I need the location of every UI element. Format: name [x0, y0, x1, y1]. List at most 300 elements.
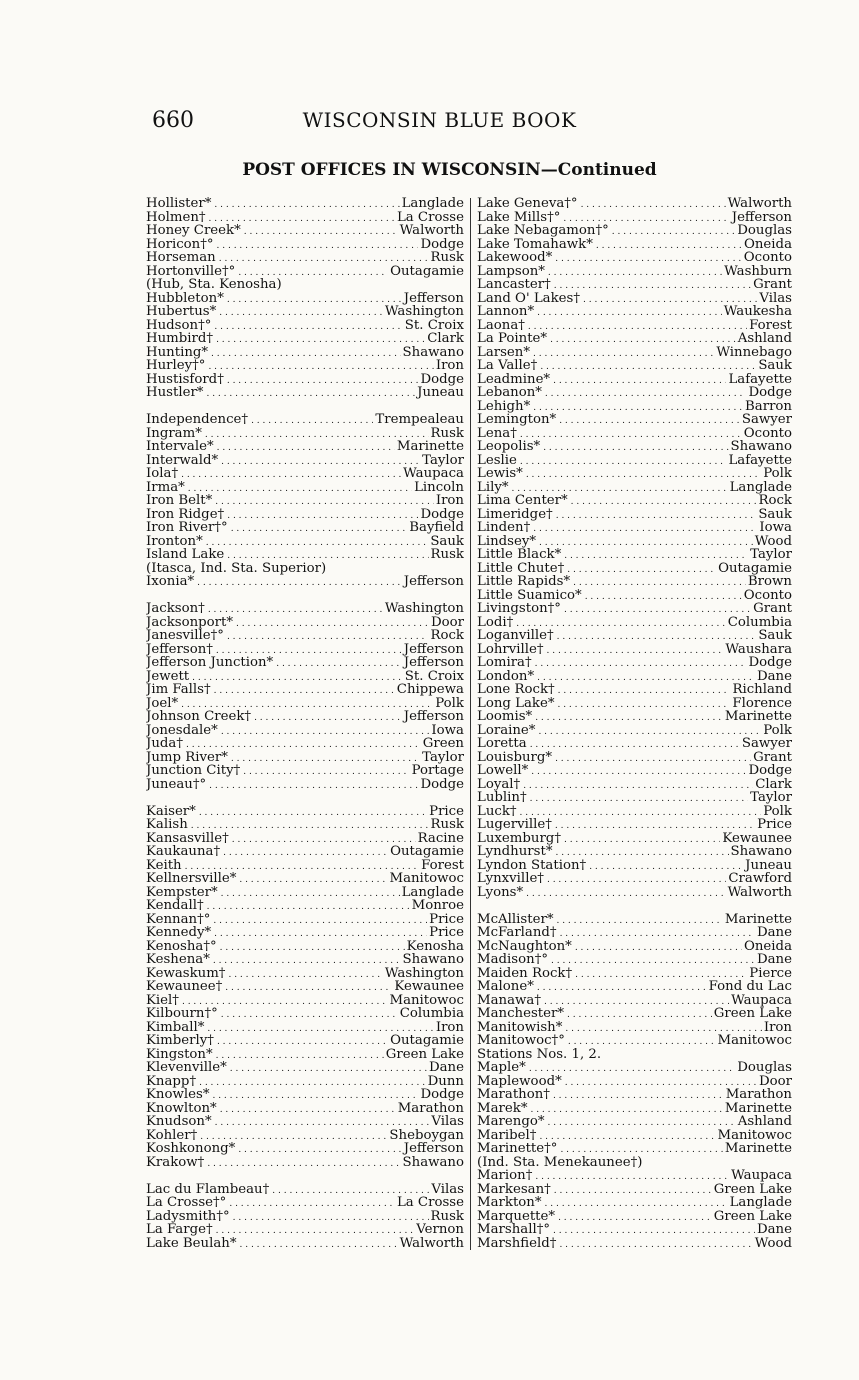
county-name: Dodge [748, 656, 792, 670]
dot-leader [209, 211, 395, 225]
post-office-entry [477, 1061, 792, 1075]
dot-leader [539, 1129, 715, 1143]
dot-leader [564, 602, 751, 616]
dot-leader [209, 778, 418, 792]
post-office-entry [477, 994, 792, 1008]
dot-leader [547, 872, 726, 886]
county-name: Forest [749, 318, 792, 332]
dot-leader [565, 1075, 757, 1089]
post-office-name: Livingston†° [477, 602, 561, 616]
post-office-entry [477, 346, 792, 360]
county-name: Marinette [724, 912, 792, 926]
post-office-entry [146, 859, 464, 873]
county-name: Iron [763, 1020, 792, 1034]
dot-leader [535, 1169, 729, 1183]
dot-leader [238, 265, 388, 279]
post-office-entry [146, 926, 464, 940]
county-name: Shawano [402, 345, 464, 359]
dot-leader [553, 1223, 755, 1237]
county-name: Marathon [397, 1101, 464, 1115]
county-name: Jefferson [731, 210, 792, 224]
dot-leader [228, 967, 382, 981]
post-office-name: Lyndhurst* [477, 845, 553, 859]
post-office-name: Kewaskum† [146, 966, 226, 980]
dot-leader [568, 1034, 716, 1048]
county-name: Marinette [724, 1101, 792, 1115]
county-name: Grant [753, 602, 792, 616]
post-office-entry [477, 737, 792, 751]
county-name: Dodge [420, 777, 464, 791]
post-office-name: Loganville† [477, 629, 554, 643]
dot-leader [206, 535, 429, 549]
post-office-name: Madison†° [477, 953, 548, 967]
county-name: Green [422, 737, 464, 751]
post-office-entry [146, 1021, 464, 1035]
post-office-entry [146, 899, 464, 913]
post-office-name: Kewaunee† [146, 980, 223, 994]
dot-leader [216, 1223, 415, 1237]
county-name: Dunn [427, 1074, 464, 1088]
post-office-entry [477, 211, 792, 225]
post-office-entry [477, 967, 792, 981]
dot-leader [550, 332, 736, 346]
post-office-name: Interwald* [146, 453, 219, 467]
post-office-name: Jackson† [146, 602, 205, 616]
county-name: Washburn [724, 264, 792, 278]
county-name: Waupaca [731, 993, 792, 1007]
post-office-name: Lehigh* [477, 399, 531, 413]
county-name: Waushara [725, 642, 792, 656]
post-office-name: Irma* [146, 480, 185, 494]
dot-leader [219, 305, 383, 319]
post-office-entry [146, 1034, 464, 1048]
post-office-entry [146, 305, 464, 319]
dot-leader [199, 805, 427, 819]
post-office-name: Lindsey* [477, 534, 537, 548]
county-name: Rock [758, 494, 792, 508]
post-office-entry [477, 575, 792, 589]
post-office-name: Hollister* [146, 197, 212, 211]
dot-leader [232, 832, 416, 846]
post-office-entry [146, 980, 464, 994]
post-office-entry [477, 845, 792, 859]
post-office-name: Marquette* [477, 1209, 556, 1223]
post-office-name: Iron River†° [146, 521, 228, 535]
dot-leader [217, 238, 419, 252]
post-office-name: Luxemburg† [477, 831, 561, 845]
dot-leader [219, 251, 429, 265]
post-office-name: Juda† [146, 737, 183, 751]
post-office-name: Loyal† [477, 777, 521, 791]
dot-leader [213, 953, 401, 967]
post-office-name: Hudson†° [146, 318, 212, 332]
dot-leader [181, 697, 433, 711]
county-name: Richland [732, 683, 792, 697]
county-name: Pierce [749, 966, 792, 980]
post-office-entry [477, 332, 792, 346]
post-office-name: Knapp† [146, 1074, 197, 1088]
post-office-entry [477, 926, 792, 940]
dot-leader [214, 683, 395, 697]
dot-leader [537, 980, 707, 994]
post-office-name: Manchester* [477, 1007, 565, 1021]
post-office-entry [477, 292, 792, 306]
post-office-name: Independence† [146, 413, 249, 427]
county-name: St. Croix [404, 669, 464, 683]
post-office-entry [146, 1223, 464, 1237]
dot-leader [223, 845, 388, 859]
dot-leader [220, 1102, 396, 1116]
post-office-entry [477, 791, 792, 805]
dot-leader [216, 332, 425, 346]
post-office-name: Junction City† [146, 764, 241, 778]
dot-leader [236, 616, 429, 630]
dot-leader [530, 737, 740, 751]
county-name: Taylor [422, 750, 464, 764]
county-name: Rusk [430, 1209, 464, 1223]
county-name: Polk [763, 804, 792, 818]
county-name: Washington [384, 602, 464, 616]
county-name: Jefferson [403, 291, 464, 305]
post-office-name: Manitowish* [477, 1020, 563, 1034]
county-name: Lincoln [414, 480, 464, 494]
post-office-name: Loraine* [477, 723, 536, 737]
post-office-entry [477, 697, 792, 711]
dot-leader [220, 940, 405, 954]
county-name: Vernon [416, 1223, 464, 1237]
dot-leader [192, 670, 403, 684]
dot-leader [181, 467, 401, 481]
county-name: Vilas [759, 291, 792, 305]
dot-leader [520, 454, 727, 468]
post-office-name: Malone* [477, 980, 534, 994]
dot-leader [554, 278, 751, 292]
dot-leader [589, 859, 743, 873]
post-office-name: London* [477, 669, 535, 683]
dot-leader [612, 224, 735, 238]
post-office-name: Kendall† [146, 899, 204, 913]
dot-leader [557, 629, 757, 643]
post-office-name: McFarland† [477, 926, 557, 940]
county-name: Jefferson [403, 642, 464, 656]
dot-leader [551, 953, 755, 967]
post-office-name: Louisburg* [477, 750, 553, 764]
post-office-name: Kohler† [146, 1128, 198, 1142]
post-office-name: Hustisford† [146, 372, 224, 386]
post-office-entry [477, 386, 792, 400]
dot-leader [533, 346, 714, 360]
post-office-name: Lake Geneva†° [477, 197, 578, 211]
county-name: Polk [435, 696, 464, 710]
dot-leader [230, 1061, 427, 1075]
post-office-name: Linden† [477, 521, 531, 535]
post-office-name: Ingram* [146, 426, 202, 440]
post-office-name: Marion† [477, 1169, 533, 1183]
dot-leader [199, 1075, 426, 1089]
post-office-entry [477, 562, 792, 576]
dot-leader [555, 845, 728, 859]
dot-leader [530, 1102, 722, 1116]
post-office-entry [477, 278, 792, 292]
post-office-name: McNaughton* [477, 939, 572, 953]
dot-leader [560, 926, 755, 940]
dot-leader [565, 1021, 761, 1035]
dot-leader [216, 1048, 384, 1062]
post-office-entry [146, 940, 464, 954]
post-office-entry [146, 1196, 464, 1210]
post-office-entry [146, 575, 464, 589]
county-name: Clark [427, 332, 464, 346]
county-name: Florence [732, 696, 792, 710]
post-office-name: Luck† [477, 804, 517, 818]
county-name: Shawano [402, 953, 464, 967]
dot-leader [540, 359, 756, 373]
county-name: Green Lake [713, 1007, 792, 1021]
post-office-name: Lake Beulah* [146, 1236, 237, 1250]
county-name: Door [758, 1074, 792, 1088]
county-name: Chippewa [396, 683, 464, 697]
dot-leader [211, 346, 400, 360]
post-office-name: La Valle† [477, 359, 538, 373]
county-name: Juneau [745, 858, 792, 872]
county-name: Washington [384, 966, 464, 980]
dot-leader [231, 751, 420, 765]
post-office-name: Lyons* [477, 885, 524, 899]
dot-leader [512, 481, 728, 495]
dot-leader [559, 1237, 752, 1251]
county-name: Marinette [396, 440, 464, 454]
county-name: Outagamie [390, 1034, 464, 1048]
county-name: Dane [428, 1061, 464, 1075]
post-office-entry [146, 467, 464, 481]
post-office-name: Lomira† [477, 656, 532, 670]
post-office-entry [477, 535, 792, 549]
county-name: Polk [763, 723, 792, 737]
post-office-entry [477, 832, 792, 846]
county-name: Polk [763, 467, 792, 481]
county-name: Dane [756, 926, 792, 940]
post-office-name: Lone Rock† [477, 683, 555, 697]
post-office-name: Little Black* [477, 548, 562, 562]
county-name: Outagamie [390, 264, 464, 278]
county-name: Langlade [401, 885, 464, 899]
post-office-name: Jonesdale* [146, 723, 218, 737]
dot-leader [276, 656, 402, 670]
post-office-name: Lynxville† [477, 872, 544, 886]
county-name: Taylor [422, 453, 464, 467]
dot-leader [208, 359, 433, 373]
post-office-name: Land O' Lakes† [477, 291, 580, 305]
county-name: Sauk [430, 534, 464, 548]
post-office-name: Knudson* [146, 1115, 212, 1129]
post-office-entry [477, 643, 792, 657]
county-name: Manitowoc [717, 1128, 792, 1142]
dot-leader [526, 886, 726, 900]
post-office-entry [146, 1102, 464, 1116]
post-office-entry [477, 940, 792, 954]
dot-leader [520, 805, 762, 819]
post-office-entry [477, 251, 792, 265]
post-office-name: Humbird† [146, 332, 214, 346]
post-office-entry [146, 710, 464, 724]
post-office-entry [146, 454, 464, 468]
post-office-name: Johnson Creek† [146, 710, 252, 724]
post-office-entry [477, 467, 792, 481]
dot-leader [555, 251, 741, 265]
post-office-name: Kennan†° [146, 912, 211, 926]
post-office-entry [146, 737, 464, 751]
dot-leader [564, 548, 748, 562]
post-office-name: Lugerville† [477, 818, 552, 832]
post-office-name: Kansasville† [146, 831, 229, 845]
post-office-name: La Farge† [146, 1223, 213, 1237]
post-office-name: Kempster* [146, 885, 218, 899]
county-name: Juneau [417, 386, 464, 400]
post-office-entry [146, 967, 464, 981]
county-name: Langlade [401, 197, 464, 211]
post-office-name: Kalish [146, 818, 188, 832]
county-name: Manitowoc [389, 872, 464, 886]
dot-leader [520, 427, 742, 441]
post-office-entry [146, 359, 464, 373]
post-office-entry [477, 1223, 792, 1237]
dot-leader [221, 1007, 398, 1021]
post-office-name: Little Suamico* [477, 588, 582, 602]
post-office-entry [477, 710, 792, 724]
county-name: Rock [430, 629, 464, 643]
post-office-entry [146, 1048, 464, 1062]
county-name: Racine [417, 831, 464, 845]
post-office-name: Markesan† [477, 1182, 551, 1196]
post-office-entry [146, 724, 464, 738]
post-office-name: Keshena* [146, 953, 210, 967]
post-office-name: Loomis* [477, 710, 533, 724]
post-office-name: Kaiser* [146, 804, 196, 818]
dot-leader [182, 994, 387, 1008]
county-name: Marinette [724, 1142, 792, 1156]
post-office-entry [146, 211, 464, 225]
post-office-entry [146, 994, 464, 1008]
dot-leader [227, 629, 429, 643]
dot-leader [554, 1183, 712, 1197]
dot-leader [215, 1115, 430, 1129]
county-name: Kewaunee [722, 831, 792, 845]
post-office-name: Little Rapids* [477, 575, 571, 589]
post-office-entry [146, 818, 464, 832]
post-office-name: Kingston* [146, 1047, 213, 1061]
post-office-name: Ladysmith†° [146, 1209, 230, 1223]
dot-leader [523, 778, 753, 792]
post-office-entry [146, 629, 464, 643]
county-name: Waupaca [403, 467, 464, 481]
dot-leader [221, 886, 400, 900]
post-office-name: Leopolis* [477, 440, 541, 454]
dot-leader [221, 724, 430, 738]
county-name: Price [429, 926, 464, 940]
dot-leader [207, 1156, 400, 1170]
post-office-entry [146, 1007, 464, 1021]
post-office-name: Lowell* [477, 764, 529, 778]
county-name: Oconto [743, 588, 792, 602]
post-office-entry [146, 872, 464, 886]
county-name: Dane [756, 669, 792, 683]
dot-leader [185, 859, 419, 873]
post-office-name: Lily* [477, 480, 509, 494]
post-office-entry [477, 1183, 792, 1197]
dot-leader [254, 710, 402, 724]
dot-leader [243, 764, 409, 778]
post-office-entry [477, 953, 792, 967]
county-name: Green Lake [713, 1182, 792, 1196]
county-name: Taylor [750, 548, 792, 562]
letter-group-spacer [146, 589, 464, 603]
post-office-name: Jefferson† [146, 642, 213, 656]
county-name: La Crosse [396, 210, 464, 224]
county-name: St. Croix [404, 318, 464, 332]
post-office-entry [477, 1021, 792, 1035]
post-office-entry [146, 913, 464, 927]
dot-leader [537, 670, 755, 684]
post-office-entry [146, 481, 464, 495]
post-office-entry [146, 805, 464, 819]
dot-leader [560, 1142, 722, 1156]
post-office-name: Klevenville* [146, 1061, 227, 1075]
post-office-entry [146, 251, 464, 265]
post-office-entry [477, 1196, 792, 1210]
post-office-name: Hubertus* [146, 305, 217, 319]
county-name: Dodge [748, 386, 792, 400]
post-office-name: Lake Tomahawk* [477, 237, 593, 251]
dot-leader [545, 386, 747, 400]
post-office-name: Jewett [146, 669, 190, 683]
post-office-name: Marengo* [477, 1115, 545, 1129]
post-office-name: Limeridge† [477, 507, 553, 521]
post-office-entry [477, 197, 792, 211]
county-name: Lafayette [728, 453, 792, 467]
post-office-entry [146, 616, 464, 630]
post-office-name: Lancaster† [477, 278, 551, 292]
post-office-name: Ixonia* [146, 575, 195, 589]
post-office-name: Kilbourn†° [146, 1007, 218, 1021]
post-office-name: Lebanon* [477, 386, 542, 400]
post-office-name: Horseman [146, 251, 216, 265]
post-office-entry [146, 1129, 464, 1143]
post-office-name: Holmen† [146, 210, 206, 224]
dot-leader [529, 1061, 735, 1075]
post-office-entry [146, 643, 464, 657]
county-name: Sawyer [741, 413, 792, 427]
dot-leader [251, 413, 373, 427]
county-name: Iron [435, 359, 464, 373]
running-title: WISCONSIN BLUE BOOK [302, 108, 577, 132]
county-name: Dane [756, 1223, 792, 1237]
dot-leader [214, 926, 427, 940]
post-office-entry [477, 440, 792, 454]
post-office-entry [477, 1088, 792, 1102]
post-office-entry [477, 508, 792, 522]
post-office-entry [146, 953, 464, 967]
post-office-name: Maplewood* [477, 1074, 562, 1088]
dot-leader [227, 508, 418, 522]
post-office-name: Hubbleton* [146, 291, 224, 305]
dot-leader [571, 494, 757, 508]
dot-leader [233, 1210, 429, 1224]
dot-leader [207, 899, 410, 913]
county-name: Outagamie [718, 561, 792, 575]
county-name: Sawyer [741, 737, 792, 751]
post-office-entry [146, 751, 464, 765]
post-office-name: Lac du Flambeau† [146, 1182, 270, 1196]
